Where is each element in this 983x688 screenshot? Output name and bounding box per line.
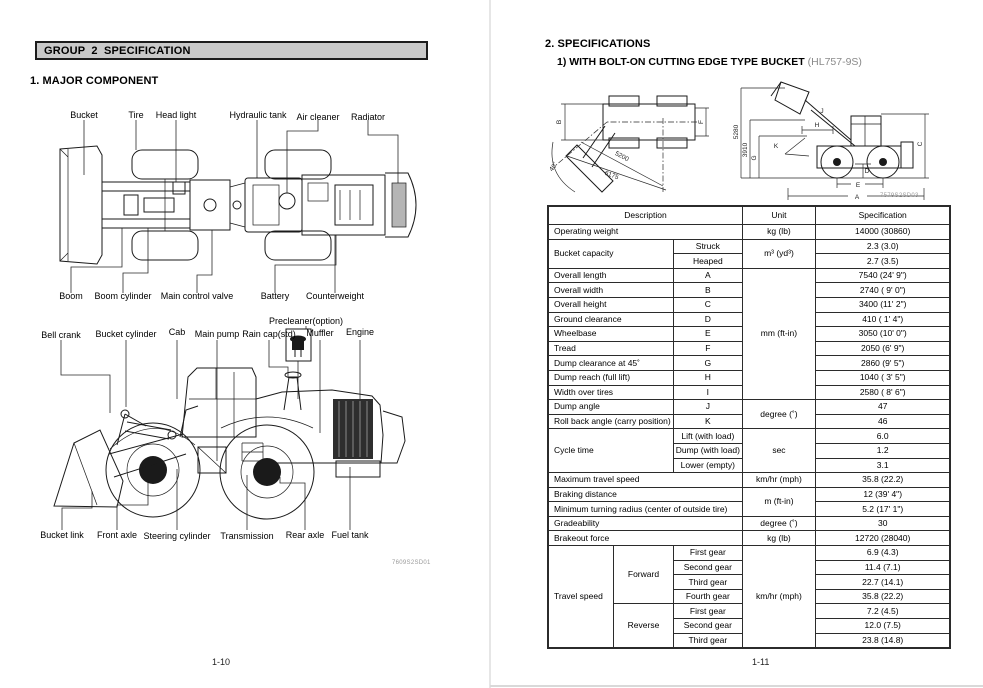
- cell-spec: 35.8 (22.2): [815, 473, 950, 488]
- specifications-title: 2. SPECIFICATIONS: [545, 38, 651, 50]
- cell-desc: Minimum turning radius (center of outside tire): [548, 502, 742, 517]
- label-main-pump: Main pump: [194, 329, 240, 339]
- label-fuel-tank: Fuel tank: [331, 530, 369, 540]
- cell-desc: Brakeout force: [548, 531, 742, 546]
- cell-sub: Third gear: [673, 633, 742, 648]
- label-cab: Cab: [168, 327, 186, 337]
- cell-unit: kg (lb): [742, 225, 815, 240]
- label-bucket-cylinder: Bucket cylinder: [95, 329, 157, 339]
- cell-sub: Struck: [673, 239, 742, 254]
- label-battery: Battery: [260, 291, 290, 301]
- table-row: [548, 546, 950, 561]
- dim-f: F: [698, 120, 705, 124]
- cell-spec: 7.2 (4.5): [815, 604, 950, 619]
- table-row: [548, 487, 950, 502]
- left-page-number: 1-10: [212, 657, 231, 667]
- table-header-row: [548, 206, 950, 225]
- cell-sub: Lift (with load): [673, 429, 742, 444]
- col-specification: Specification: [815, 206, 950, 225]
- right-figure-code: 7579S2SD03: [880, 193, 919, 199]
- page-bottom-shadow: [490, 685, 983, 687]
- cell-spec: 6.0: [815, 429, 950, 444]
- cell-spec: 2050 (6' 9"): [815, 341, 950, 356]
- dim-3910: 3910: [742, 142, 749, 158]
- cell-desc: Roll back angle (carry position): [548, 414, 673, 429]
- left-figure-code: 7609S2SD01: [392, 560, 431, 566]
- cell-sub: Heaped: [673, 254, 742, 269]
- specification-table: [547, 205, 951, 649]
- cell-direction: Forward: [614, 546, 673, 604]
- cell-spec: 1040 ( 3' 5"): [815, 370, 950, 385]
- cell-desc: Dump reach (full lift): [548, 370, 673, 385]
- label-rear-axle: Rear axle: [285, 530, 325, 540]
- major-component-title: 1. MAJOR COMPONENT: [30, 75, 159, 87]
- dim-b: B: [556, 119, 563, 125]
- label-front-axle: Front axle: [96, 530, 138, 540]
- cell-desc: Bucket capacity: [548, 239, 673, 268]
- cell-spec: 7540 (24' 9"): [815, 268, 950, 283]
- cell-sub: Third gear: [673, 575, 742, 590]
- label-air-cleaner: Air cleaner: [296, 112, 340, 122]
- label-engine: Engine: [345, 327, 375, 337]
- cell-unit: m³ (yd³): [742, 239, 815, 268]
- dim-k: K: [773, 143, 779, 150]
- cell-spec: 22.7 (14.1): [815, 575, 950, 590]
- label-bell-crank: Bell crank: [41, 330, 81, 340]
- cell-sub: Lower (empty): [673, 458, 742, 473]
- cell-letter: C: [673, 297, 742, 312]
- label-main-control-valve: Main control valve: [160, 291, 234, 301]
- cell-direction: Reverse: [614, 604, 673, 648]
- cell-spec: 1.2: [815, 443, 950, 458]
- bucket-type-subtitle: [557, 56, 862, 68]
- cell-desc: Width over tires: [548, 385, 673, 400]
- cell-letter: A: [673, 268, 742, 283]
- cell-desc: Gradeability: [548, 516, 742, 531]
- dim-6175: 6175: [603, 169, 620, 182]
- label-tire: Tire: [128, 110, 144, 120]
- cell-letter: B: [673, 283, 742, 298]
- cell-letter: H: [673, 370, 742, 385]
- label-hydraulic-tank: Hydraulic tank: [229, 110, 287, 120]
- cell-letter: D: [673, 312, 742, 327]
- cell-letter: I: [673, 385, 742, 400]
- cell-desc: Tread: [548, 341, 673, 356]
- table-row: [548, 400, 950, 415]
- cell-spec: 6.9 (4.3): [815, 546, 950, 561]
- cell-unit: mm (ft-in): [742, 268, 815, 399]
- label-boom: Boom: [59, 291, 83, 301]
- label-muffler: Muffler: [306, 328, 334, 338]
- cell-desc: Dump angle: [548, 400, 673, 415]
- subtitle-text: 1) WITH BOLT-ON CUTTING EDGE TYPE BUCKET: [557, 56, 805, 68]
- cell-unit: km/hr (mph): [742, 473, 815, 488]
- dim-g: G: [751, 155, 758, 161]
- cell-spec: 2.7 (3.5): [815, 254, 950, 269]
- cell-unit: m (ft-in): [742, 487, 815, 516]
- cell-desc: Overall width: [548, 283, 673, 298]
- cell-spec: 3400 (11' 2"): [815, 297, 950, 312]
- cell-spec: 12.0 (7.5): [815, 619, 950, 634]
- label-counterweight: Counterweight: [305, 291, 365, 301]
- dim-5280: 5280: [733, 124, 740, 140]
- dim-d: D: [864, 168, 870, 175]
- cell-letter: K: [673, 414, 742, 429]
- cell-sub: Second gear: [673, 619, 742, 634]
- cell-spec: 2.3 (3.0): [815, 239, 950, 254]
- cell-spec: 30: [815, 516, 950, 531]
- cell-sub: Second gear: [673, 560, 742, 575]
- cell-sub: First gear: [673, 546, 742, 561]
- table-row: [548, 429, 950, 444]
- table-row: [548, 239, 950, 254]
- cell-spec: 47: [815, 400, 950, 415]
- cell-spec: 3.1: [815, 458, 950, 473]
- dim-h: H: [814, 122, 820, 129]
- top-view-diagram: [40, 105, 460, 305]
- cell-spec: 14000 (30860): [815, 225, 950, 240]
- cell-desc: Travel speed: [548, 546, 614, 649]
- cell-spec: 35.8 (22.2): [815, 589, 950, 604]
- cell-unit: degree (˚): [742, 516, 815, 531]
- cell-unit: kg (lb): [742, 531, 815, 546]
- dimension-diagram: [545, 80, 940, 205]
- cell-unit: km/hr (mph): [742, 546, 815, 649]
- model-number: (HL757-9S): [807, 56, 862, 68]
- cell-spec: 46: [815, 414, 950, 429]
- cell-spec: 5.2 (17' 1"): [815, 502, 950, 517]
- right-page-number: 1-11: [752, 657, 770, 667]
- side-view-diagram: [30, 315, 460, 550]
- cell-spec: 11.4 (7.1): [815, 560, 950, 575]
- cell-spec: 410 ( 1' 4"): [815, 312, 950, 327]
- dim-j: J: [820, 108, 824, 115]
- cell-spec: 2740 ( 9' 0"): [815, 283, 950, 298]
- dim-e: E: [855, 182, 861, 189]
- group-header: GROUP 2 SPECIFICATION: [35, 41, 428, 60]
- table-row: [548, 531, 950, 546]
- cell-sub: Dump (with load): [673, 443, 742, 458]
- table-row: [548, 516, 950, 531]
- cell-desc: Cycle time: [548, 429, 673, 473]
- cell-spec: 23.8 (14.8): [815, 633, 950, 648]
- cell-desc: Dump clearance at 45˚: [548, 356, 673, 371]
- col-description: Description: [548, 206, 742, 225]
- cell-spec: 3050 (10' 0"): [815, 327, 950, 342]
- label-transmission: Transmission: [220, 531, 274, 541]
- cell-spec: 2860 (9' 5"): [815, 356, 950, 371]
- dim-5200: 5200: [613, 150, 630, 164]
- label-steering-cylinder: Steering cylinder: [143, 531, 211, 541]
- table-row: [548, 225, 950, 240]
- cell-desc: Braking distance: [548, 487, 742, 502]
- page-divider: [489, 0, 491, 688]
- dim-c: C: [917, 141, 924, 147]
- cell-desc: Wheelbase: [548, 327, 673, 342]
- cell-desc: Maximum travel speed: [548, 473, 742, 488]
- label-boom-cylinder: Boom cylinder: [94, 291, 152, 301]
- cell-letter: G: [673, 356, 742, 371]
- cell-desc: Overall height: [548, 297, 673, 312]
- label-precleaner: Precleaner(option): [268, 316, 344, 326]
- label-rain-cap: Rain cap(std): [242, 329, 296, 339]
- label-bucket: Bucket: [70, 110, 98, 120]
- cell-letter: F: [673, 341, 742, 356]
- cell-unit: sec: [742, 429, 815, 473]
- cell-unit: degree (˚): [742, 400, 815, 429]
- table-row: [548, 268, 950, 283]
- dim-40deg: 40˚: [548, 161, 560, 173]
- label-head-light: Head light: [155, 110, 197, 120]
- dim-a: A: [854, 194, 860, 201]
- cell-spec: 2580 ( 8' 6"): [815, 385, 950, 400]
- cell-desc: Operating weight: [548, 225, 742, 240]
- label-bucket-link: Bucket link: [40, 530, 84, 540]
- label-radiator: Radiator: [350, 112, 386, 122]
- cell-desc: Overall length: [548, 268, 673, 283]
- cell-letter: J: [673, 400, 742, 415]
- cell-sub: Fourth gear: [673, 589, 742, 604]
- cell-desc: Ground clearance: [548, 312, 673, 327]
- cell-letter: E: [673, 327, 742, 342]
- cell-spec: 12 (39' 4"): [815, 487, 950, 502]
- col-unit: Unit: [742, 206, 815, 225]
- table-row: [548, 473, 950, 488]
- cell-sub: First gear: [673, 604, 742, 619]
- cell-spec: 12720 (28040): [815, 531, 950, 546]
